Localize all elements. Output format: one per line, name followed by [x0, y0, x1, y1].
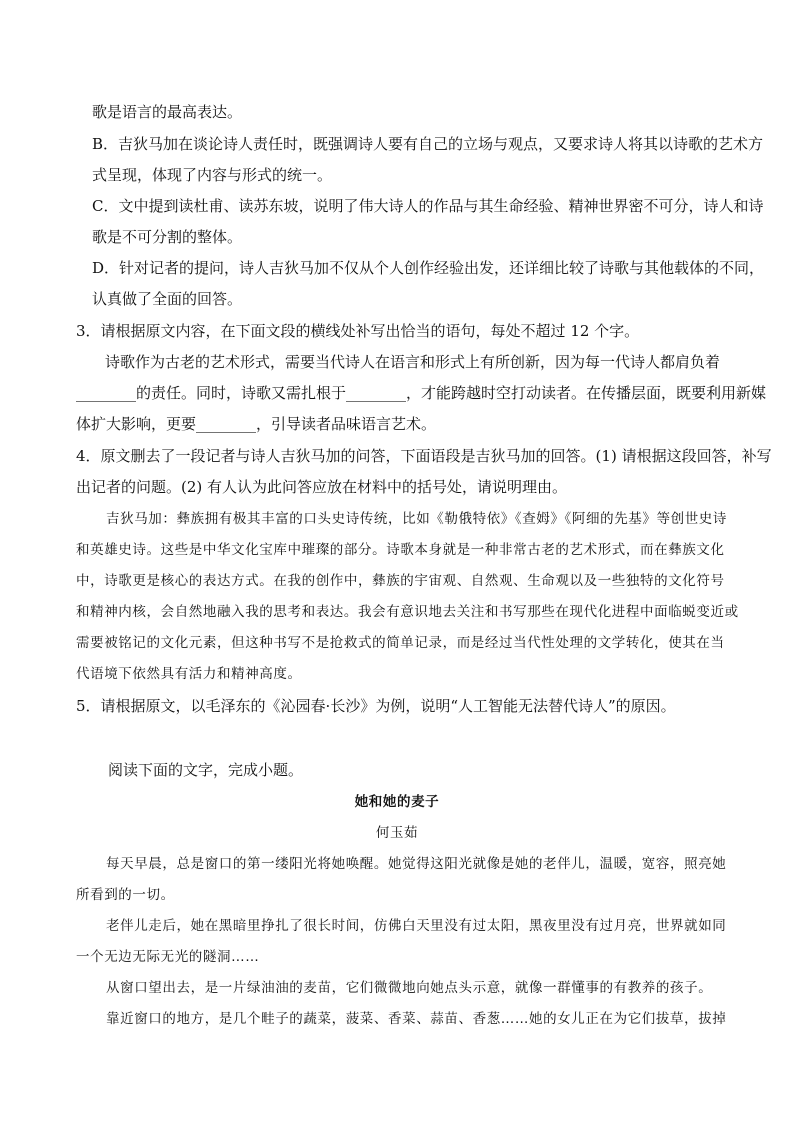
option-d-line-1: D．针对记者的提问，诗人吉狄马加不仅从个人创作经验出发，还详细比较了诗歌与其他载体的不同， — [92, 259, 765, 277]
answer-passage-line-4: 和精神内核，会自然地融入我的思考和表达。我会有意识地去关注和书写那些在现代化进程中面临蜕变近或 — [76, 604, 739, 620]
reading-instruction: 阅读下面的文字，完成小题。 — [108, 761, 304, 779]
story-author: 何玉茹 — [375, 825, 419, 841]
story-paragraph-4-line-1: 靠近窗口的地方，是几个畦子的蔬菜，菠菜、香菜、蒜苗、香葱……她的女儿正在为它们拔草，拔掉 — [106, 1011, 727, 1027]
option-c-line-1: C．文中提到读杜甫、读苏东坡，说明了伟大诗人的作品与其生命经验、精神世界密不可分，诗人和诗 — [92, 197, 764, 215]
q3-passage-line-3: 体扩大影响，更要________，引导读者品味语言艺术。 — [76, 415, 437, 433]
answer-passage-line-6: 代语境下依然具有活力和精神高度。 — [76, 666, 302, 682]
option-a-continuation: 歌是语言的最高表达。 — [92, 103, 243, 121]
answer-passage-line-2: 和英雄史诗。这些是中华文化宝库中璀璨的部分。诗歌本身就是一种非常古老的艺术形式，而在彝族文化 — [76, 542, 725, 558]
story-paragraph-3: 从窗口望出去，是一片绿油油的麦苗，它们微微地向她点头示意，就像一群懂事的有教养的孩子。 — [106, 980, 713, 996]
question-4-line-1: 4．原文删去了一段记者与诗人吉狄马加的问答，下面语段是吉狄马加的回答。(1) 请根据这段回答，补写 — [76, 447, 772, 465]
story-paragraph-2-line-2: 一个无边无际无光的隧洞…… — [76, 949, 260, 965]
option-b-line-1: B．吉狄马加在谈论诗人责任时，既强调诗人要有自己的立场与观点，又要求诗人将其以诗歌的艺术方 — [92, 135, 764, 153]
answer-passage-line-3: 中，诗歌更是核心的表达方式。在我的创作中，彝族的宇宙观、自然观、生命观以及一些独特的文化符号 — [76, 573, 725, 589]
option-c-line-2: 歌是不可分割的整体。 — [92, 228, 243, 246]
q3-passage-line-1: 诗歌作为古老的艺术形式，需要当代诗人在语言和形式上有所创新，因为每一代诗人都肩负着 — [105, 353, 721, 371]
story-title: 她和她的麦子 — [354, 794, 440, 810]
question-4-line-2: 出记者的问题。(2) 有人认为此问答应放在材料中的括号处，请说明理由。 — [76, 478, 568, 496]
q3-passage-line-2: ________的责任。同时，诗歌又需扎根于________，才能跨越时空打动读者。在传播层面，既要利用新媒 — [76, 384, 767, 402]
option-b-line-2: 式呈现，体现了内容与形式的统一。 — [92, 166, 333, 184]
question-3: 3．请根据原文内容，在下面文段的横线处补写出恰当的语句，每处不超过 12 个字。 — [76, 322, 640, 340]
story-paragraph-2-line-1: 老伴儿走后，她在黑暗里挣扎了很长时间，仿佛白天里没有过太阳，黑夜里没有过月亮，世界就如同 — [106, 918, 727, 934]
answer-passage-line-1: 吉狄马加：彝族拥有极其丰富的口头史诗传统，比如《勒俄特依》《查姆》《阿细的先基》等创世史诗 — [106, 511, 727, 527]
story-paragraph-1-line-2: 所看到的一切。 — [76, 887, 175, 903]
question-5: 5．请根据原文，以毛泽东的《沁园春·长沙》为例，说明“人工智能无法替代诗人”的原因。 — [76, 697, 676, 715]
answer-passage-line-5: 需要被铭记的文化元素，但这种书写不是抢救式的简单记录，而是经过当代性处理的文学转化，使其在当 — [76, 635, 725, 651]
story-paragraph-1-line-1: 每天早晨，总是窗口的第一缕阳光将她唤醒。她觉得这阳光就像是她的老伴儿，温暖，宽容，照亮她 — [106, 856, 727, 872]
option-d-line-2: 认真做了全面的回答。 — [92, 290, 243, 308]
